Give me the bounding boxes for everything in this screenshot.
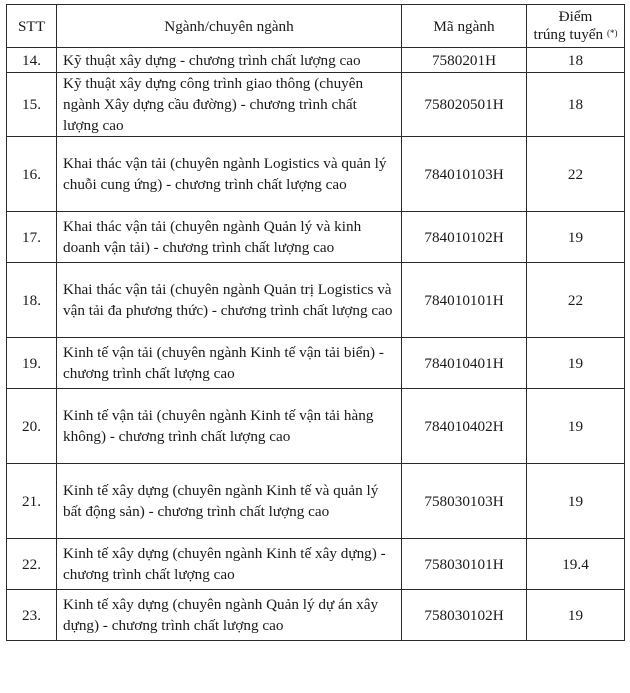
row-major: Khai thác vận tải (chuyên ngành Quản lý và kinh doanh vận tải) - chương trình chất lượng cao <box>57 212 402 263</box>
header-score-note: (*) <box>606 28 618 38</box>
row-code: 784010401H <box>402 338 527 389</box>
row-code: 758030101H <box>402 539 527 590</box>
header-stt: STT <box>7 5 57 48</box>
row-code: 784010101H <box>402 263 527 338</box>
table-row <box>7 73 625 137</box>
row-stt: 15. <box>7 73 57 137</box>
table-row <box>7 263 625 338</box>
row-stt: 23. <box>7 590 57 641</box>
row-major: Kinh tế xây dựng (chuyên ngành Quản lý dự án xây dựng) - chương trình chất lượng cao <box>57 590 402 641</box>
table-row <box>7 212 625 263</box>
row-major: Khai thác vận tải (chuyên ngành Quản trị Logistics và vận tải đa phương thức) - chương trình chất lượng cao <box>57 263 402 338</box>
row-score: 19 <box>527 389 625 464</box>
row-stt: 18. <box>7 263 57 338</box>
header-code: Mã ngành <box>402 5 527 48</box>
row-stt: 21. <box>7 464 57 539</box>
table-row <box>7 539 625 590</box>
table-row <box>7 48 625 73</box>
header-score-line1: Điểm <box>558 8 593 25</box>
row-score: 18 <box>527 48 625 73</box>
header-row <box>7 5 625 48</box>
row-major: Kinh tế xây dựng (chuyên ngành Kinh tế xây dựng) - chương trình chất lượng cao <box>57 539 402 590</box>
row-stt: 19. <box>7 338 57 389</box>
row-stt: 22. <box>7 539 57 590</box>
row-code: 784010102H <box>402 212 527 263</box>
row-code: 784010402H <box>402 389 527 464</box>
row-score: 19 <box>527 338 625 389</box>
row-major: Kinh tế vận tải (chuyên ngành Kinh tế vận tải hàng không) - chương trình chất lượng cao <box>57 389 402 464</box>
row-major: Kinh tế vận tải (chuyên ngành Kinh tế vận tải biển) - chương trình chất lượng cao <box>57 338 402 389</box>
header-score <box>527 5 625 48</box>
row-code: 758030102H <box>402 590 527 641</box>
row-stt: 16. <box>7 137 57 212</box>
row-stt: 14. <box>7 48 57 73</box>
table-row <box>7 590 625 641</box>
table-row <box>7 137 625 212</box>
row-major: Kỹ thuật xây dựng công trình giao thông (chuyên ngành Xây dựng cầu đường) - chương trình chất lượng cao <box>57 73 402 137</box>
row-stt: 17. <box>7 212 57 263</box>
row-code: 784010103H <box>402 137 527 212</box>
header-major: Ngành/chuyên ngành <box>57 5 402 48</box>
row-score: 22 <box>527 263 625 338</box>
row-code: 758030103H <box>402 464 527 539</box>
row-stt: 20. <box>7 389 57 464</box>
header-score-line2: trúng tuyển <box>533 26 604 43</box>
row-score: 22 <box>527 137 625 212</box>
table-row <box>7 464 625 539</box>
row-score: 18 <box>527 73 625 137</box>
row-score: 19 <box>527 212 625 263</box>
row-score: 19 <box>527 590 625 641</box>
row-major: Kỹ thuật xây dựng - chương trình chất lượng cao <box>57 48 402 73</box>
row-code: 7580201H <box>402 48 527 73</box>
row-score: 19.4 <box>527 539 625 590</box>
row-major: Kinh tế xây dựng (chuyên ngành Kinh tế và quản lý bất động sản) - chương trình chất lượng cao <box>57 464 402 539</box>
table-row <box>7 338 625 389</box>
admission-scores-table <box>6 4 625 641</box>
row-score: 19 <box>527 464 625 539</box>
table-row <box>7 389 625 464</box>
row-major: Khai thác vận tải (chuyên ngành Logistics và quản lý chuỗi cung ứng) - chương trình chất lượng cao <box>57 137 402 212</box>
row-code: 758020501H <box>402 73 527 137</box>
